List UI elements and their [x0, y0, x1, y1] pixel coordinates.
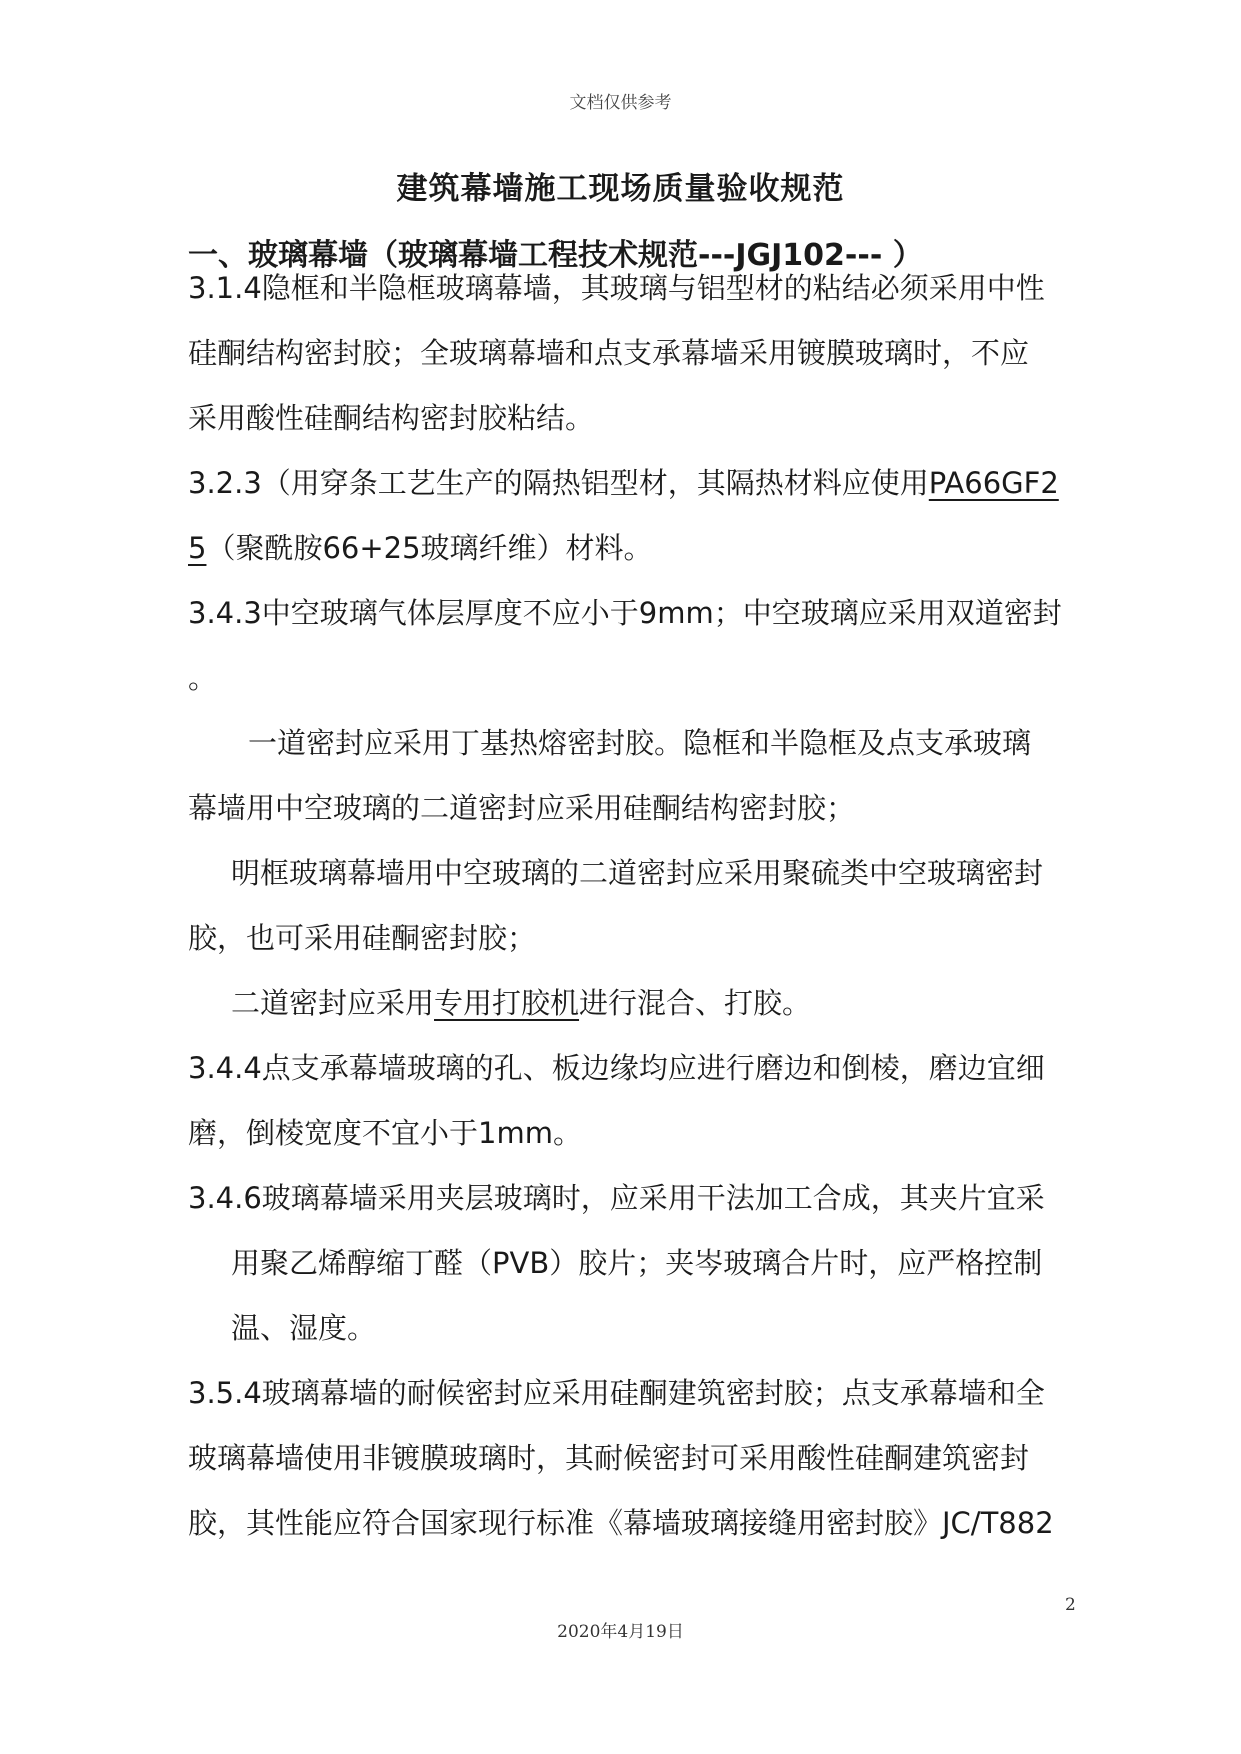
line-text: 3.2.3（用穿条工艺生产的隔热铝型材，其隔热材料应使用 [188, 466, 929, 500]
paragraph-line: 3.5.4玻璃幕墙的耐候密封应采用硅酮建筑密封胶；点支承幕墙和全 [188, 1376, 1045, 1410]
footer-date: 2020年4月19日 [557, 1622, 684, 1642]
section-heading: 一、玻璃幕墙（玻璃幕墙工程技术规范---JGJ102--- ） [188, 238, 923, 273]
document-title: 建筑幕墙施工现场质量验收规范 [396, 171, 845, 207]
underlined-text: PA66GF2 [928, 466, 1059, 500]
paragraph-line: 3.4.6玻璃幕墙采用夹层玻璃时，应采用干法加工合成，其夹片宜采 [188, 1181, 1045, 1215]
underlined-text: 5 [188, 531, 207, 565]
paragraph-line: 胶，其性能应符合国家现行标准《幕墙玻璃接缝用密封胶》JC/T882 [188, 1506, 1054, 1540]
paragraph-line [231, 971, 811, 1036]
paragraph-line [188, 516, 653, 581]
paragraph-line: 一道密封应采用丁基热熔密封胶。隐框和半隐框及点支承玻璃 [248, 726, 1032, 760]
paragraph-line: 磨，倒棱宽度不宜小于1mm。 [188, 1116, 582, 1150]
paragraph-line: 采用酸性硅酮结构密封胶粘结。 [188, 401, 595, 435]
paragraph-line: 3.1.4隐框和半隐框玻璃幕墙，其玻璃与铝型材的粘结必须采用中性 [188, 271, 1045, 305]
line-text: 二道密封应采用 [231, 986, 435, 1020]
paragraph-line: 3.4.4点支承幕墙玻璃的孔、板边缘均应进行磨边和倒棱，磨边宜细 [188, 1051, 1045, 1085]
paragraph-line: 用聚乙烯醇缩丁醛（PVB）胶片；夹岑玻璃合片时，应严格控制 [231, 1246, 1043, 1280]
paragraph-line: 明框玻璃幕墙用中空玻璃的二道密封应采用聚硫类中空玻璃密封 [231, 856, 1044, 890]
line-text: 进行混合、打胶。 [579, 986, 812, 1020]
paragraph-line: 幕墙用中空玻璃的二道密封应采用硅酮结构密封胶； [188, 791, 856, 825]
line-text: （聚酰胺66+25玻璃纤维）材料。 [206, 531, 653, 565]
paragraph-line: 硅酮结构密封胶；全玻璃幕墙和点支承幕墙采用镀膜玻璃时，不应 [188, 336, 1030, 370]
header-note: 文档仅供参考 [569, 93, 672, 113]
paragraph-line: 玻璃幕墙使用非镀膜玻璃时，其耐候密封可采用酸性硅酮建筑密封 [188, 1441, 1030, 1475]
paragraph-line: 。 [188, 661, 218, 695]
underlined-text: 专用打胶机 [434, 986, 580, 1020]
paragraph-line: 胶，也可采用硅酮密封胶； [188, 921, 537, 955]
page-number: 2 [1065, 1595, 1076, 1615]
paragraph-line: 3.4.3中空玻璃气体层厚度不应小于9mm；中空玻璃应采用双道密封 [188, 596, 1062, 630]
paragraph-line: 温、湿度。 [231, 1311, 377, 1345]
paragraph-line [188, 451, 1059, 516]
